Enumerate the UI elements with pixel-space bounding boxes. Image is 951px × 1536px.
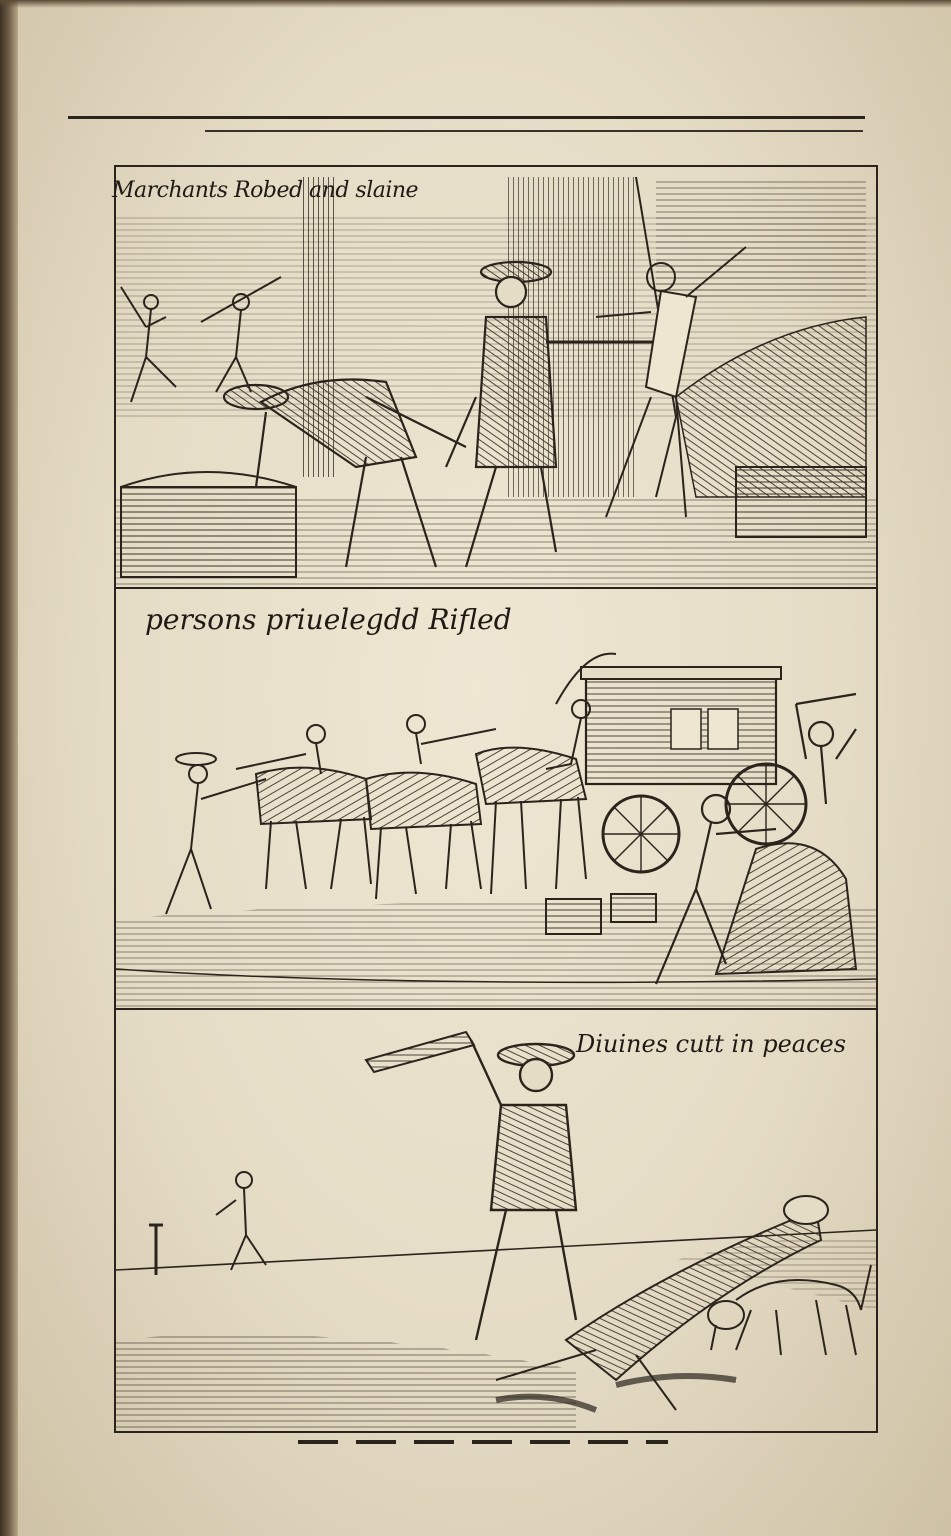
page-top-edge [0, 0, 951, 8]
caption-persons-rifled: persons priuelegdd Rifled [145, 603, 512, 636]
book-binding-edge [0, 0, 18, 1536]
bottom-rule [298, 1440, 668, 1444]
top-rule-secondary [205, 130, 863, 132]
engraving-coach-illustration [116, 589, 876, 1008]
engraving-divines-illustration [116, 1010, 876, 1431]
top-rule [68, 116, 865, 119]
engraving-panel-coach [116, 589, 876, 1010]
caption-merchants-robbed: Marchants Robed and slaine [112, 178, 419, 203]
caption-divines-cut: Diuines cutt in peaces [576, 1030, 847, 1058]
engraving-merchants-illustration [116, 167, 876, 587]
engraving-panel-divines [116, 1010, 876, 1431]
engraving-panel-merchants [116, 167, 876, 589]
